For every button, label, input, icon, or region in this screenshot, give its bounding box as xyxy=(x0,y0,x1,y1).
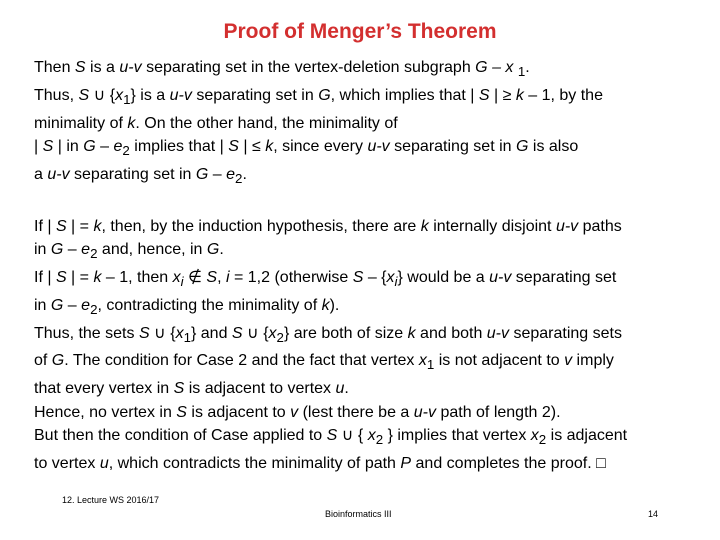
paragraph-1 xyxy=(34,56,704,191)
text-line: to vertex u, which contradicts the minimality of path P and completes the proof. □ xyxy=(34,455,606,473)
text-line: | S | in G – $e_2$ implies that | S | ≤ k, since every u-v separating set in G is also xyxy=(34,138,579,159)
text-line: If | S | = k – 1, then $x_i$ ∉ S, i = 1,2 (otherwise S – $\{x_i\}$ would be a u-v separating set xyxy=(34,269,617,290)
slide-title: Proof of Menger’s Theorem xyxy=(223,20,497,43)
text-line: a u-v separating set in G – $e_2$. xyxy=(34,165,247,187)
text-line: minimality of k. On the other hand, the minimality of xyxy=(34,114,398,132)
text-line: But then the condition of Case applied to S ∪ { $x_2$ } implies that vertex $x_2$ is adjacent xyxy=(34,427,628,448)
paragraph-2 xyxy=(34,215,704,476)
paragraph-gap xyxy=(34,191,704,215)
text-line: that every vertex in S is adjacent to vertex u. xyxy=(34,380,349,398)
footer-lecture: 12. Lecture WS 2016/17 xyxy=(62,495,160,505)
proof-body xyxy=(34,56,704,476)
text-line: of G. The condition for Case 2 and the fact that vertex $x_1$ is not adjacent to v imply xyxy=(34,352,614,373)
text-line: Hence, no vertex in S is adjacent to v (lest there be a u-v path of length 2). xyxy=(34,403,561,421)
text-line: Thus, the sets S ∪ $\{x_1\}$ and S ∪ $\{x_2\}$ are both of size k and both u-v separating sets xyxy=(34,324,622,345)
text-line: Then S is a u-v separating set in the vertex-deletion subgraph G – x $_1$. xyxy=(34,59,530,80)
text-line: in G – $e_2$ and, hence, in G. xyxy=(34,241,224,262)
text-line: If | S | = k, then, by the induction hypothesis, there are k internally disjoint u-v paths xyxy=(34,217,622,235)
footer-page-number: 14 xyxy=(648,509,659,519)
text-line: in G – $e_2$, contradicting the minimality of k). xyxy=(34,296,340,318)
footer-course: Bioinformatics III xyxy=(325,509,392,519)
text-line: Thus, S ∪ $\{x_1\}$ is a u-v separating set in G, which implies that | S | ≥ k – 1, by the xyxy=(34,86,603,107)
